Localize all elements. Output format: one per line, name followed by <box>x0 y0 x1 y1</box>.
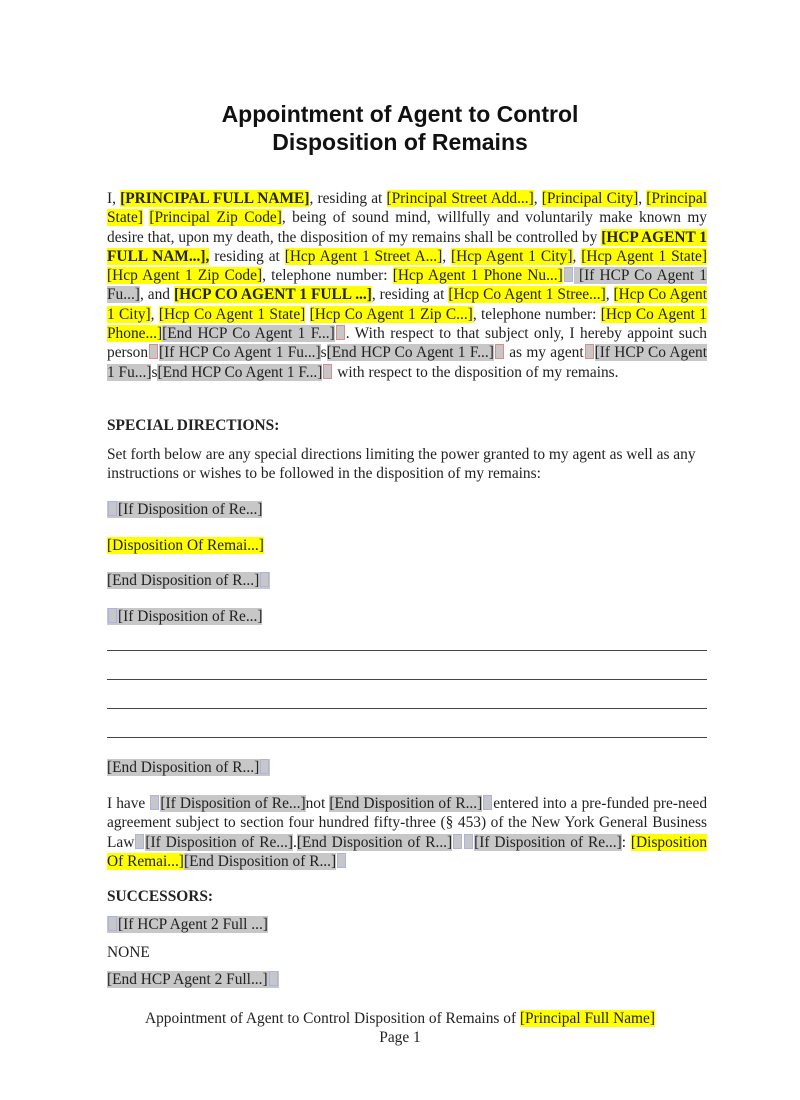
end-disposition-conditional[interactable]: [End Disposition of R...] <box>183 852 337 870</box>
conditional-marker-icon <box>464 834 473 849</box>
text-run: s <box>151 363 158 381</box>
conditional-end-marker-icon <box>323 364 332 379</box>
text-run: , residing at <box>309 190 387 207</box>
text-run: I, <box>107 190 121 207</box>
principal-city-field[interactable]: [Principal City] <box>541 190 639 207</box>
text-run: as my agent <box>504 344 584 362</box>
text-run: I have <box>107 795 150 812</box>
conditional-marker-icon <box>150 795 159 810</box>
conditional-marker-icon <box>585 344 594 359</box>
footer-title <box>0 1009 800 1029</box>
text-run: , <box>442 247 451 265</box>
conditional-end-marker-icon <box>453 834 462 849</box>
agent1-phone-field[interactable]: [Hcp Agent 1 Phone Nu...] <box>392 267 563 285</box>
principal-street-field[interactable]: [Principal Street Add...] <box>386 190 534 207</box>
document-title-line2: Disposition of Remains <box>272 129 528 155</box>
principal-zip-field[interactable]: [Principal Zip Code] <box>149 209 282 227</box>
text-run: s <box>320 344 327 362</box>
conditional-end-marker-icon <box>495 344 504 359</box>
conditional-marker-icon <box>108 608 117 623</box>
blank-line[interactable] <box>107 650 707 651</box>
successors-if-block <box>107 915 268 934</box>
end-co-agent-conditional[interactable]: [End HCP Co Agent 1 F...] <box>326 344 494 362</box>
end-disposition-conditional[interactable]: [End Disposition of R...] <box>329 795 483 812</box>
appointment-paragraph <box>107 189 707 382</box>
if-disposition-conditional[interactable]: [If Disposition of Re...] <box>118 501 263 518</box>
agent1-state-field[interactable]: [Hcp Agent 1 State] <box>581 247 707 265</box>
co-agent-city-field[interactable]: [Hcp Co Agent 1 City] <box>107 286 707 323</box>
conditional-end-marker-icon <box>483 795 492 810</box>
principal-full-name-field[interactable]: [PRINCIPAL FULL NAME] <box>120 190 310 207</box>
conditional-marker-icon <box>108 501 117 516</box>
if-disposition-conditional[interactable]: [If Disposition of Re...] <box>474 833 622 851</box>
text-run: . With respect to that subject only, I hereby appoint such person <box>107 325 708 362</box>
conditional-marker-icon <box>564 267 573 282</box>
if-disposition-conditional[interactable]: [If Disposition of Re...] <box>118 608 263 625</box>
special-if-block <box>107 500 262 519</box>
agent1-street-field[interactable]: [Hcp Agent 1 Street A...] <box>284 247 443 265</box>
principal-state-field[interactable]: [Principal State] <box>107 190 707 227</box>
special-end-block-2 <box>107 758 270 777</box>
if-agent2-conditional[interactable]: [If HCP Agent 2 Full ...] <box>118 916 268 933</box>
text-run: , <box>533 190 542 207</box>
conditional-marker-icon <box>149 344 158 359</box>
agent1-full-name-field[interactable]: [HCP AGENT 1 FULL NAM...], <box>107 228 707 265</box>
blank-line[interactable] <box>107 708 707 709</box>
text-run: residing at <box>209 247 285 265</box>
if-co-agent-conditional[interactable]: [If HCP Co Agent 1 Fu...] <box>159 344 321 362</box>
special-value-block <box>107 536 264 555</box>
co-agent-zip-field[interactable]: [Hcp Co Agent 1 Zip C...] <box>309 305 473 323</box>
co-agent-full-name-field[interactable]: [HCP CO AGENT 1 FULL ...] <box>173 286 372 304</box>
agent1-city-field[interactable]: [Hcp Agent 1 City] <box>451 247 573 265</box>
conditional-end-marker-icon <box>269 971 278 986</box>
if-co-agent-conditional[interactable]: [If HCP Co Agent 1 Fu...] <box>107 267 707 304</box>
text-run: , being of sound mind, willfully and voluntarily make known my desire that, upon my death, the disposition of my remains shall be controlled by <box>107 209 707 246</box>
text-run: , <box>605 286 614 304</box>
disposition-of-remains-field[interactable]: [Disposition Of Remai...] <box>107 833 708 870</box>
text-run: , telephone number: <box>262 267 393 285</box>
disposition-of-remains-field[interactable]: [Disposition Of Remai...] <box>107 537 264 554</box>
footer-text: Appointment of Agent to Control Disposition of Remains of <box>145 1010 520 1027</box>
text-run: . <box>292 833 297 851</box>
text-run: , telephone number: <box>472 305 601 323</box>
co-agent-state-field[interactable]: [Hcp Co Agent 1 State] <box>158 305 306 323</box>
end-disposition-conditional[interactable]: [End Disposition of R...] <box>296 833 453 851</box>
co-agent-phone-field[interactable]: [Hcp Co Agent 1 Phone...] <box>107 305 707 343</box>
text-run: entered into a pre-funded pre-need agreement subject to section four hundred fifty-three (§ 453) of the New York General Business Law <box>107 795 708 851</box>
document-title-line1: Appointment of Agent to Control <box>221 101 579 127</box>
preneed-paragraph <box>107 794 707 871</box>
conditional-end-marker-icon <box>260 759 269 774</box>
special-directions-heading: SPECIAL DIRECTIONS: <box>107 417 280 434</box>
conditional-marker-icon <box>135 834 144 849</box>
if-disposition-conditional[interactable]: [If Disposition of Re...] <box>145 833 293 851</box>
agent1-zip-field[interactable]: [Hcp Agent 1 Zip Code] <box>107 267 263 285</box>
page-number: Page 1 <box>379 1029 421 1046</box>
conditional-marker-icon <box>108 916 117 931</box>
special-directions-intro: Set forth below are any special directions limiting the power granted to my agent as well as any instructions or wishes to be followed in the disposition of my remains: <box>107 446 696 483</box>
co-agent-street-field[interactable]: [Hcp Co Agent 1 Stree...] <box>448 286 606 304</box>
end-disposition-conditional[interactable]: [End Disposition of R...] <box>107 572 260 589</box>
conditional-end-marker-icon <box>336 325 345 340</box>
text-run: not <box>305 795 330 812</box>
end-agent2-conditional[interactable]: [End HCP Agent 2 Full...] <box>107 971 268 988</box>
if-co-agent-conditional[interactable]: [If HCP Co Agent 1 Fu...] <box>107 344 708 381</box>
text-run: , <box>572 247 582 265</box>
successors-heading: SUCCESSORS: <box>107 888 214 905</box>
text-run: , residing at <box>371 286 449 304</box>
successors-end-block <box>107 970 279 989</box>
successors-none: NONE <box>107 944 150 961</box>
if-disposition-conditional[interactable]: [If Disposition of Re...] <box>160 795 306 812</box>
conditional-end-marker-icon <box>337 853 346 868</box>
footer-principal-field[interactable]: [Principal Full Name] <box>519 1010 655 1027</box>
end-co-agent-conditional[interactable]: [End HCP Co Agent 1 F...] <box>162 325 335 343</box>
text-run: , <box>150 305 159 323</box>
special-if-block-2 <box>107 607 262 626</box>
conditional-end-marker-icon <box>260 572 269 587</box>
special-end-block <box>107 571 270 590</box>
end-disposition-conditional[interactable]: [End Disposition of R...] <box>107 759 260 776</box>
text-run: : <box>621 833 631 851</box>
text-run: , <box>638 190 647 207</box>
text-run: , and <box>139 286 174 304</box>
blank-line[interactable] <box>107 737 707 738</box>
end-co-agent-conditional[interactable]: [End HCP Co Agent 1 F...] <box>157 363 323 381</box>
blank-line[interactable] <box>107 679 707 680</box>
text-run <box>305 306 309 323</box>
text-run: with respect to the disposition of my remains. <box>333 363 619 381</box>
